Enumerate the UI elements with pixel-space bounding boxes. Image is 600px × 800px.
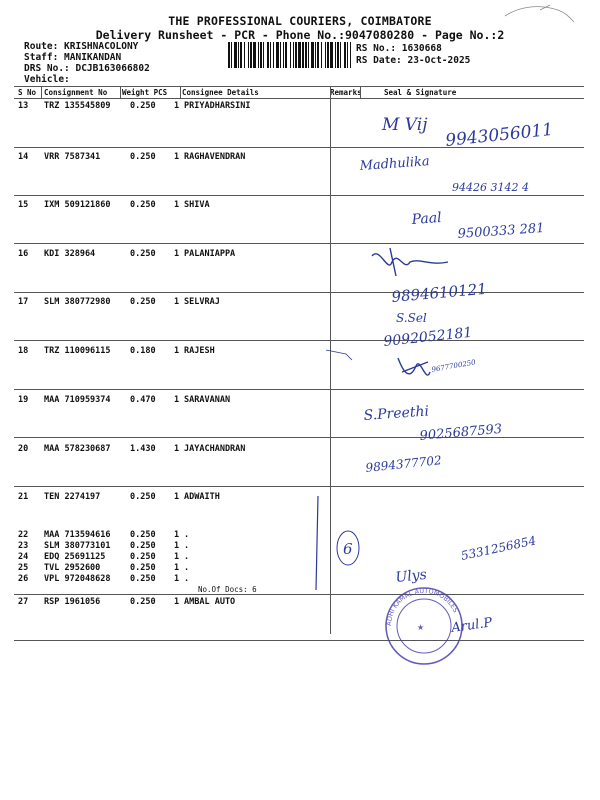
col-remarks-header: Remarks xyxy=(330,88,362,97)
row-consignment: TVL 2952600 xyxy=(44,563,101,573)
row-sno: 27 xyxy=(18,597,29,607)
sig-17-name: S.Sel xyxy=(396,311,427,325)
remark-tick xyxy=(326,350,352,360)
row-consignment: TRZ 135545809 xyxy=(44,101,111,111)
row-weight: 0.250 xyxy=(130,541,156,551)
sig-15-signature: Paal xyxy=(411,209,443,228)
stamp-text: ADHI KAMAL AUTOMOBILES xyxy=(384,586,460,627)
row-weight: 0.250 xyxy=(130,152,156,162)
rs-number: RS No.: 1630668 xyxy=(356,43,442,54)
sig-16-scribble xyxy=(372,248,448,276)
row-weight: 0.470 xyxy=(130,395,156,405)
row-weight: 0.250 xyxy=(130,492,156,502)
row-consignee: SARAVANAN xyxy=(184,395,231,405)
row-sno: 19 xyxy=(18,395,29,405)
row-consignment: MAA 713594616 xyxy=(44,530,111,540)
route-label: Route: KRISHNACOLONY xyxy=(24,41,139,52)
group-bracket-line xyxy=(316,496,318,590)
row-sno: 13 xyxy=(18,101,29,111)
row-consignee: SELVRAJ xyxy=(184,297,220,307)
sig-19-phone: 9025687593 xyxy=(419,421,503,444)
remarks-mark: 6 xyxy=(343,540,353,558)
row-pcs: 1 xyxy=(174,492,180,502)
row-weight: 0.250 xyxy=(130,101,156,111)
row-weight: 0.250 xyxy=(130,530,156,540)
row-sno: 16 xyxy=(18,249,29,259)
rs-date: RS Date: 23-Oct-2025 xyxy=(356,55,471,66)
docs-count-note: No.Of Docs: 6 xyxy=(198,585,257,594)
row-pcs: 1 xyxy=(174,395,180,405)
row-consignment: KDI 328964 xyxy=(44,249,96,259)
col-weight-header: Weight PCS xyxy=(122,88,168,97)
runsheet-subtitle: Delivery Runsheet - PCR - Phone No.:9047080280 - Page No.:2 xyxy=(95,28,505,42)
row-sno: 23 xyxy=(18,541,29,551)
row-weight: 0.250 xyxy=(130,249,156,259)
sig-22-phone: 5331256854 xyxy=(459,533,538,563)
row-consignment: MAA 710959374 xyxy=(44,395,111,405)
row-pcs: 1 xyxy=(174,552,180,562)
vehicle-label: Vehicle: xyxy=(24,74,70,85)
sig-17-phone: 9894610121 xyxy=(390,279,488,306)
row-pcs: 1 xyxy=(174,541,180,551)
row-sno: 25 xyxy=(18,563,29,573)
row-pcs: 1 xyxy=(174,346,180,356)
row-sno: 22 xyxy=(18,530,29,540)
row-sno: 14 xyxy=(18,152,29,162)
row-pcs: 1 xyxy=(174,297,180,307)
row-weight: 0.250 xyxy=(130,563,156,573)
sig-14-name: Madhulika xyxy=(359,154,431,174)
row-weight: 1.430 xyxy=(130,444,156,454)
row-consignee: . xyxy=(184,552,190,562)
row-pcs: 1 xyxy=(174,101,180,111)
col-seal-header: Seal & Signature xyxy=(384,88,457,97)
sig-18-phone2: 9677700250 xyxy=(430,358,477,374)
drs-number: DRS No.: DCJB163066802 xyxy=(24,63,150,74)
sig-20-phone: 9894377702 xyxy=(364,453,443,475)
row-pcs: 1 xyxy=(174,444,180,454)
sig-14-phone: 94426 3142 4 xyxy=(452,181,529,194)
row-sno: 18 xyxy=(18,346,29,356)
row-weight: 0.250 xyxy=(130,552,156,562)
row-consignee: JAYACHANDRAN xyxy=(184,444,246,454)
row-consignment: SLM 380773101 xyxy=(44,541,111,551)
row-consignment: TEN 2274197 xyxy=(44,492,101,502)
row-consignment: VPL 972048628 xyxy=(44,574,111,584)
row-consignment: EDQ 25691125 xyxy=(44,552,106,562)
sig-19-name: S.Preethi xyxy=(363,403,430,424)
row-sno: 24 xyxy=(18,552,29,562)
company-title: THE PROFESSIONAL COURIERS, COIMBATORE xyxy=(168,14,432,28)
row-weight: 0.250 xyxy=(130,597,156,607)
row-pcs: 1 xyxy=(174,530,180,540)
row-consignment: TRZ 110096115 xyxy=(44,346,111,356)
row-sno: 26 xyxy=(18,574,29,584)
row-sno: 17 xyxy=(18,297,29,307)
row-consignee: . xyxy=(184,541,190,551)
staff-label: Staff: MANIKANDAN xyxy=(24,52,122,63)
row-consignee: RAJESH xyxy=(184,346,215,356)
row-consignee: PRIYADHARSINI xyxy=(184,101,251,111)
row-consignee: ADWAITH xyxy=(184,492,220,502)
row-consignee: RAGHAVENDRAN xyxy=(184,152,246,162)
row-consignment: RSP 1961056 xyxy=(44,597,101,607)
sig-13-phone: 9943056011 xyxy=(444,119,555,151)
row-consignee: PALANIAPPA xyxy=(184,249,236,259)
sig-18-scribble xyxy=(398,358,430,375)
row-consignment: MAA 578230687 xyxy=(44,444,111,454)
row-pcs: 1 xyxy=(174,249,180,259)
row-pcs: 1 xyxy=(174,152,180,162)
svg-text:ADHI KAMAL AUTOMOBILES xyxy=(385,587,460,626)
row-sno: 21 xyxy=(18,492,29,502)
row-weight: 0.250 xyxy=(130,297,156,307)
row-pcs: 1 xyxy=(174,574,180,584)
row-consignee: . xyxy=(184,563,190,573)
row-pcs: 1 xyxy=(174,563,180,573)
row-consignment: VRR 7587341 xyxy=(44,152,101,162)
row-consignee: . xyxy=(184,574,190,584)
row-consignee: AMBAL AUTO xyxy=(184,597,236,607)
row-consignee: . xyxy=(184,530,190,540)
row-consignment: SLM 380772980 xyxy=(44,297,111,307)
row-sno: 15 xyxy=(18,200,29,210)
row-sno: 20 xyxy=(18,444,29,454)
sig-22-signature: Ulys xyxy=(394,566,428,586)
sig-27-name: Arul.P xyxy=(450,615,494,636)
row-pcs: 1 xyxy=(174,597,180,607)
row-weight: 0.250 xyxy=(130,574,156,584)
row-weight: 0.180 xyxy=(130,346,156,356)
sig-13-name: M Vij xyxy=(382,115,428,135)
row-consignment: IXM 509121860 xyxy=(44,200,111,210)
row-weight: 0.250 xyxy=(130,200,156,210)
row-pcs: 1 xyxy=(174,200,180,210)
col-consignment-header: Consignment No xyxy=(44,88,108,97)
col-sno-header: S No xyxy=(18,88,37,97)
stamp-star-icon: ★ xyxy=(417,623,425,632)
row-consignee: SHIVA xyxy=(184,200,210,210)
col-consignee-header: Consignee Details xyxy=(182,88,259,97)
sig-18-phone: 9092052181 xyxy=(382,324,474,350)
sig-15-phone: 9500333 281 xyxy=(457,220,545,242)
